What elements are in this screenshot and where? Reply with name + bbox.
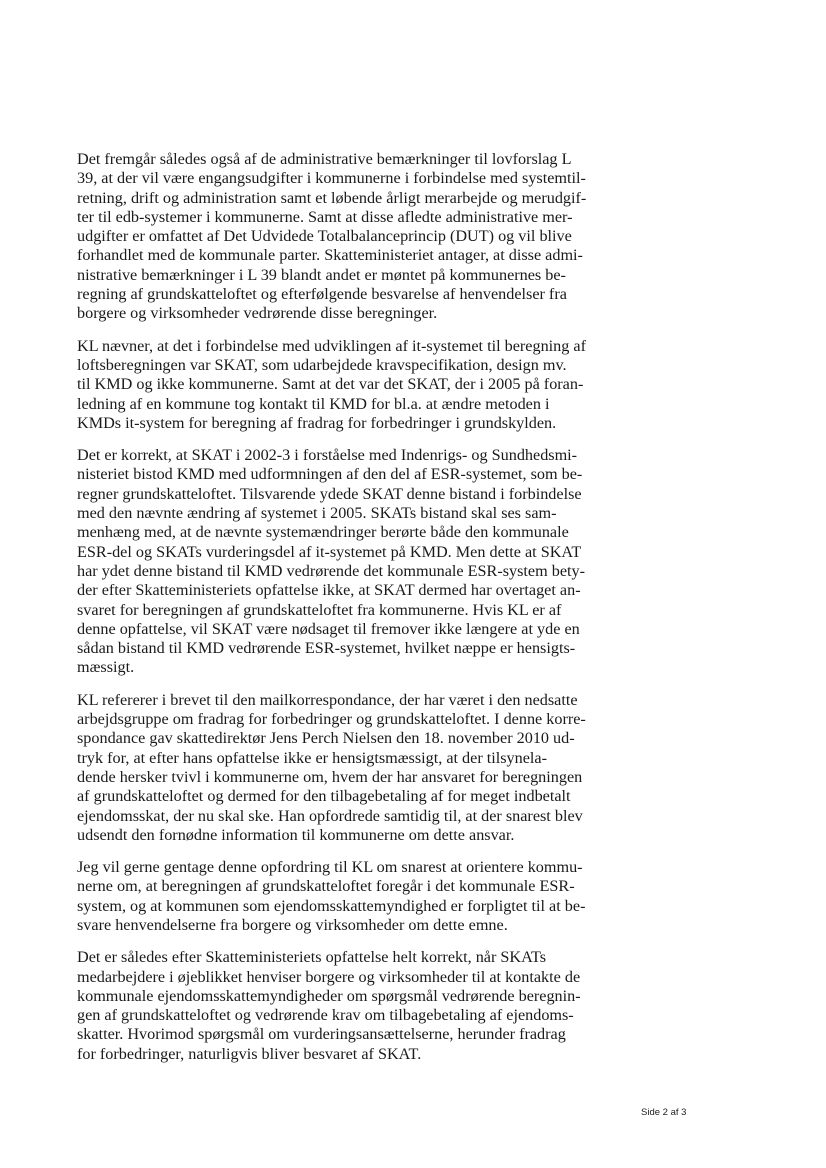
paragraph [77,446,757,678]
paragraph [77,858,757,935]
text-line: udsendt den fornødne information til kommunerne om dette ansvar. [77,825,515,844]
text-line: der efter Skatteministeriets opfattelse ikke, at SKAT dermed har overtaget an- [77,581,581,600]
text-line: kommunale ejendomsskattemyndigheder om spørgsmål vedrørende beregnin- [77,986,581,1005]
page-number: Side 2 af 3 [641,1107,687,1118]
text-line: medarbejdere i øjeblikket henviser borgere og virksomheder til at kontakte de [77,967,581,986]
text-line: gen af grundskatteloftet og vedrørende krav om tilbagebetaling af ejendoms- [77,1006,574,1025]
text-line: denne opfattelse, vil SKAT være nødsaget til fremover ikke længere at yde en [77,619,580,638]
text-line: mæssigt. [77,658,135,677]
paragraph [77,948,757,1064]
text-line: spondance gav skattedirektør Jens Perch Nielsen den 18. november 2010 ud- [77,729,575,748]
paragraph [77,337,757,433]
paragraph [77,691,757,845]
text-line: sådan bistand til KMD vedrørende ESR-systemet, hvilket næppe er hensigts- [77,639,576,658]
text-line: regner grundskatteloftet. Tilsvarende ydede SKAT denne bistand i forbindelse [77,484,582,503]
text-line: KMDs it-system for beregning af fradrag for forbedringer i grundskylden. [77,413,557,432]
text-line: forhandlet med de kommunale parter. Skatteministeriet antager, at disse admi- [77,246,583,265]
text-line: arbejdsgruppe om fradrag for forbedringer og grundskatteloftet. I denne korre- [77,710,586,729]
text-line: nerne om, at beregningen af grundskatteloftet foregår i det kommunale ESR- [77,877,575,896]
text-line: loftsberegningen var SKAT, som udarbejdede kravspecifikation, design mv. [77,355,567,374]
paragraph [77,150,757,324]
text-line: borgere og virksomheder vedrørende disse beregninger. [77,304,438,323]
text-line: ledning af en kommune tog kontakt til KMD for bl.a. at ændre metoden i [77,394,550,413]
text-line: system, og at kommunen som ejendomsskattemyndighed er forpligtet til at be- [77,896,586,915]
text-line: ejendomsskat, der nu skal ske. Han opfordrede samtidig til, at der snarest blev [77,806,583,825]
text-line: Det er således efter Skatteministeriets opfattelse helt korrekt, når SKATs [77,948,547,967]
text-line: Det er korrekt, at SKAT i 2002-3 i forståelse med Indenrigs- og Sundhedsmi- [77,446,578,465]
body-text [77,150,757,1077]
text-line: tryk for, at efter hans opfattelse ikke er hensigtsmæssigt, at der tilsynela- [77,748,548,767]
text-line: til KMD og ikke kommunerne. Samt at det var det SKAT, der i 2005 på foran- [77,375,584,394]
text-line: KL nævner, at det i forbindelse med udviklingen af it-systemet til beregning af [77,336,586,355]
text-line: skatter. Hvorimod spørgsmål om vurderingsansættelserne, herunder fradrag [77,1025,566,1044]
text-line: ter til edb-systemer i kommunerne. Samt at disse afledte administrative mer- [77,207,573,226]
text-line: menhæng med, at de nævnte systemændringer berørte både den kommunale [77,523,569,542]
text-line: dende hersker tvivl i kommunerne om, hvem der har ansvaret for beregningen [77,767,583,786]
text-line: nistrative bemærkninger i L 39 blandt andet er møntet på kommunernes be- [77,265,566,284]
text-line: har ydet denne bistand til KMD vedrørende det kommunale ESR-system bety- [77,561,585,580]
text-line: Det fremgår således også af de administrative bemærkninger til lovforslag L [77,150,572,168]
text-line: retning, drift og administration samt et løbende årligt merarbejde og merudgif- [77,188,587,207]
text-line: KL refererer i brevet til den mailkorrespondance, der har været i den nedsatte [77,690,578,709]
text-line: svaret for beregningen af grundskatteloftet fra kommunerne. Hvis KL er af [77,600,562,619]
text-line: udgifter er omfattet af Det Udvidede Totalbalanceprincip (DUT) og vil blive [77,227,572,246]
text-line: med den nævnte ændring af systemet i 2005. SKATs bistand skal ses sam- [77,504,557,523]
text-line: nisteriet bistod KMD med udformningen af den del af ESR-systemet, som be- [77,465,583,484]
text-line: 39, at der vil være engangsudgifter i kommunerne i forbindelse med systemtil- [77,169,586,188]
text-line: for forbedringer, naturligvis bliver besvaret af SKAT. [77,1044,422,1063]
text-line: Jeg vil gerne gentage denne opfordring til KL om snarest at orientere kommu- [77,858,583,877]
text-line: ESR-del og SKATs vurderingsdel af it-systemet på KMD. Men dette at SKAT [77,542,582,561]
text-line: svare henvendelserne fra borgere og virksomheder om dette emne. [77,915,508,934]
text-line: regning af grundskatteloftet og efterfølgende besvarelse af henvendelser fra [77,285,567,304]
text-line: af grundskatteloftet og dermed for den tilbagebetaling af for meget indbetalt [77,787,571,806]
